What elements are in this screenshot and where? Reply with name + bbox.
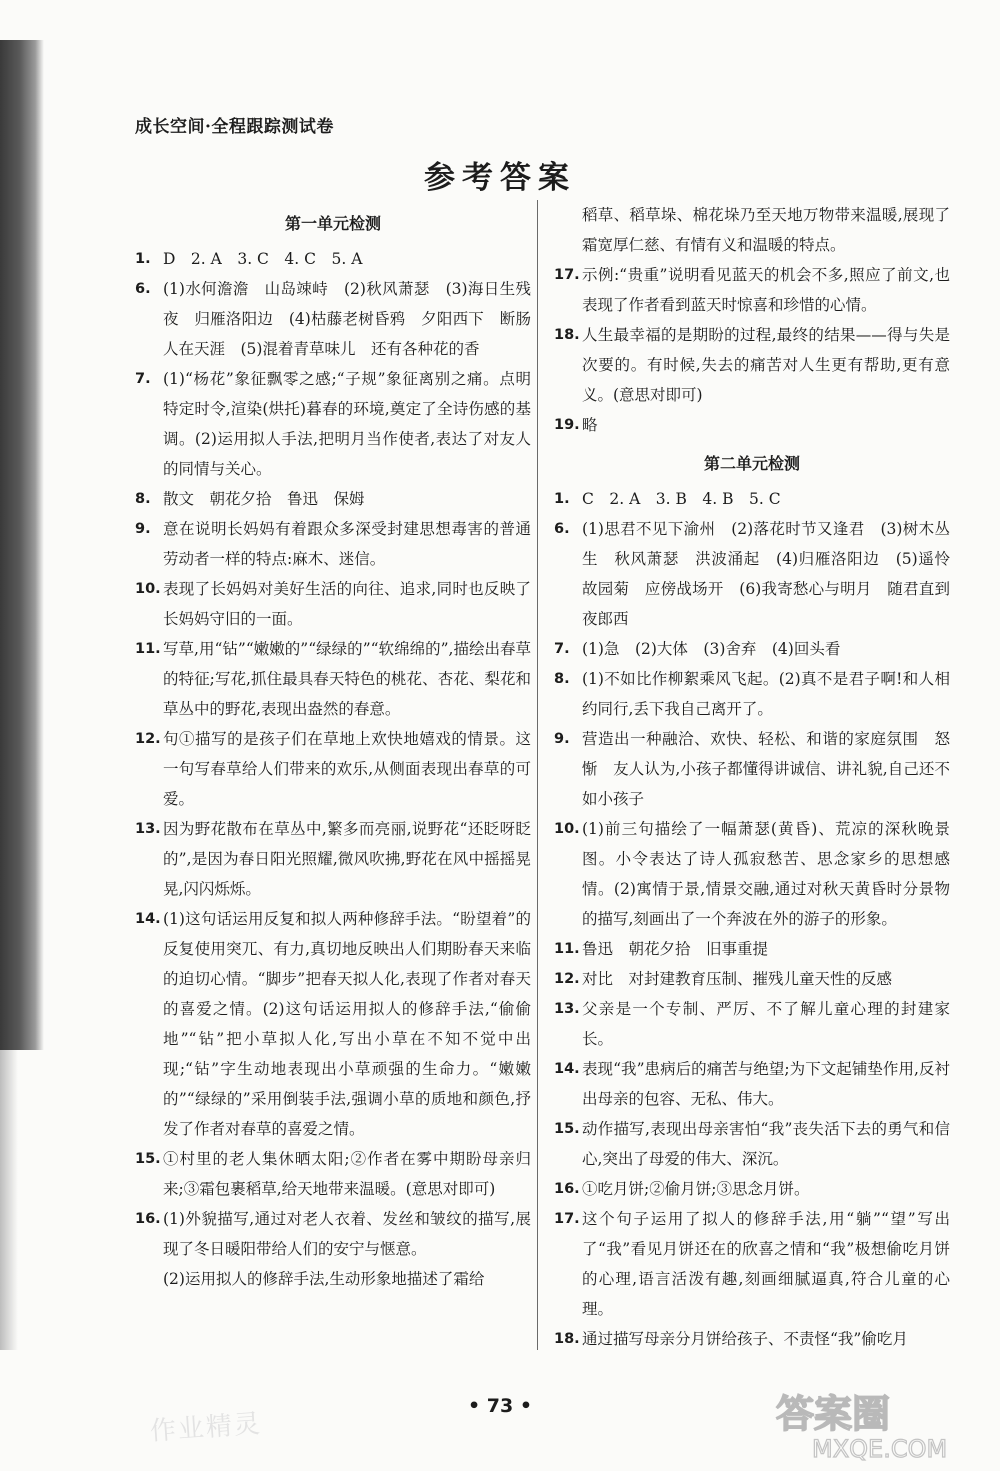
column-divider [537, 200, 538, 1350]
answer-text: (1)这句话运用反复和拟人两种修辞手法。“盼望着”的反复使用突兀、有力,真切地反映出人们期盼春天来临的迫切心情。“脚步”把春天拟人化,表现了作者对春天的喜爱之情。(2)这句话运用拟人的修辞手法,“偷偷地”“钻”把小草拟人化,写出小草在不知不觉中出现;“钻”字生动地表现出小草顽强的生命力。“嫩嫩的”“绿绿的”采用倒装手法,强调小草的质地和颜色,抒发了作者对春草的喜爱之情。 [163, 910, 531, 1138]
answer-number: 11. [135, 641, 161, 657]
svg-text:作业精灵: 作业精灵 [149, 1409, 263, 1447]
answer-item [554, 320, 950, 410]
svg-text:MXQE.COM: MXQE.COM [812, 1435, 948, 1463]
answer-item [554, 1054, 950, 1114]
answer-number: 1. [554, 491, 570, 507]
section-title-unit-1: 第一单元检测 [284, 214, 381, 233]
answer-list-unit-1-cont [554, 260, 950, 440]
answer-item [135, 574, 531, 634]
answer-number: 14. [554, 1061, 580, 1077]
answer-number: 7. [554, 641, 570, 657]
answer-item [554, 634, 950, 664]
answer-item [135, 364, 531, 484]
right-column [554, 200, 950, 1354]
answer-number: 9. [135, 521, 151, 537]
answer-number: 11. [554, 941, 580, 957]
answer-text: (1)前三句描绘了一幅萧瑟(黄昏)、荒凉的深秋晚景图。小令表达了诗人孤寂愁苦、思念家乡的思想感情。(2)寓情于景,情景交融,通过对秋天黄昏时分景物的描写,刻画出了一个奔波在外的游子的形象。 [582, 820, 950, 928]
answer-item [554, 994, 950, 1054]
answer-text: 意在说明长妈妈有着跟众多深受封建思想毒害的普通劳动者一样的特点:麻木、迷信。 [163, 520, 531, 568]
answer-text: 表现“我”患病后的痛苦与绝望;为下文起铺垫作用,反衬出母亲的包容、无私、伟大。 [582, 1060, 950, 1108]
answer-number: 14. [135, 911, 161, 927]
answer-number: 6. [554, 521, 570, 537]
answer-text: (1)思君不见下渝州 (2)落花时节又逢君 (3)树木丛生 秋风萧瑟 洪波涌起 (4)归雁洛阳边 (5)遥怜故园菊 应傍战场开 (6)我寄愁心与明月 随君直到夜郎西 [582, 520, 950, 628]
answer-text: (1)急 (2)大体 (3)舍弃 (4)回头看 [582, 640, 841, 658]
answer-item [135, 484, 531, 514]
answer-number: 10. [554, 821, 580, 837]
answer-text: ①吃月饼;②偷月饼;③思念月饼。 [582, 1180, 810, 1198]
answer-item [135, 634, 531, 724]
answer-number: 15. [135, 1151, 161, 1167]
answer-list-unit-2 [554, 484, 950, 1354]
answer-item [554, 1204, 950, 1324]
answer-item [554, 514, 950, 634]
answer-text: 示例:“贵重”说明看见蓝天的机会不多,照应了前文,也表现了作者看到蓝天时惊喜和珍惜的心情。 [582, 266, 950, 314]
answer-carryover: 稻草、稻草垛、棉花垛乃至天地万物带来温暖,展现了霜宽厚仁慈、有情有义和温暖的特点。 [582, 206, 950, 254]
page-number: • 73 • [468, 1395, 532, 1417]
answer-number: 1. [135, 251, 151, 267]
answer-text: D 2. A 3. C 4. C 5. A [163, 250, 363, 268]
answer-number: 15. [554, 1121, 580, 1137]
answer-number: 6. [135, 281, 151, 297]
left-column [135, 200, 531, 1294]
stamp-mark [149, 1400, 292, 1457]
stamp-graphic [149, 1400, 291, 1450]
answer-number: 10. [135, 581, 161, 597]
answer-text: 散文 朝花夕拾 鲁迅 保姆 [163, 490, 365, 508]
answer-item [554, 964, 950, 994]
answer-item [135, 904, 531, 1144]
answer-item [554, 664, 950, 724]
answer-number: 12. [554, 971, 580, 987]
scan-edge-shadow-lower [0, 1050, 18, 1350]
answer-number: 13. [135, 821, 161, 837]
answer-item [554, 934, 950, 964]
answer-continuation: (2)运用拟人的修辞手法,生动形象地描述了霜给 [163, 1270, 485, 1288]
answer-text: 动作描写,表现出母亲害怕“我”丧失活下去的勇气和信心,突出了母爱的伟大、深沉。 [582, 1120, 950, 1168]
answer-item [135, 274, 531, 364]
answer-text: 父亲是一个专制、严厉、不了解儿童心理的封建家长。 [582, 1000, 950, 1048]
answer-text: 句①描写的是孩子们在草地上欢快地嬉戏的情景。这一句写春草给人们带来的欢乐,从侧面表现出春草的可爱。 [163, 730, 531, 808]
answer-item [135, 514, 531, 574]
answer-number: 18. [554, 1331, 580, 1347]
answer-text: 人生最幸福的是期盼的过程,最终的结果——得与失是次要的。有时候,失去的痛苦对人生更有帮助,更有意义。(意思对即可) [582, 326, 950, 404]
answer-text: (1)“杨花”象征飘零之感;“子规”象征离别之痛。点明特定时令,渲染(烘托)暮春的环境,奠定了全诗伤感的基调。(2)运用拟人手法,把明月当作使者,表达了对友人的同情与关心。 [163, 370, 531, 478]
answer-item [554, 1114, 950, 1174]
book-series-header: 成长空间·全程跟踪测试卷 [135, 117, 334, 137]
answer-text: 营造出一种融洽、欢快、轻松、和谐的家庭氛围 怒惭 友人认为,小孩子都懂得讲诚信、讲礼貌,自己还不如小孩子 [582, 730, 950, 808]
answer-number: 7. [135, 371, 151, 387]
answer-text: 略 [582, 416, 598, 434]
answer-text: (1)水何澹澹 山岛竦峙 (2)秋风萧瑟 (3)海日生残夜 归雁洛阳边 (4)枯藤老树昏鸦 夕阳西下 断肠人在天涯 (5)混着青草味儿 还有各种花的香 [163, 280, 531, 358]
answer-number: 16. [135, 1211, 161, 1227]
answer-number: 18. [554, 327, 580, 343]
answer-text: 表现了长妈妈对美好生活的向往、追求,同时也反映了长妈妈守旧的一面。 [163, 580, 531, 628]
answer-item [135, 724, 531, 814]
answer-item [554, 410, 950, 440]
answer-item [135, 814, 531, 904]
answer-text: 通过描写母亲分月饼给孩子、不责怪“我”偷吃月 [582, 1330, 908, 1348]
answer-number: 17. [554, 1211, 580, 1227]
answer-number: 8. [135, 491, 151, 507]
answer-number: 8. [554, 671, 570, 687]
answer-text: 因为野花散布在草丛中,繁多而亮丽,说野花“还眨呀眨的”,是因为春日阳光照耀,微风吹拂,野花在风中摇摇晃晃,闪闪烁烁。 [163, 820, 531, 898]
answer-text: (1)不如比作柳絮乘风飞起。(2)真不是君子啊!和人相约同行,丢下我自己离开了。 [582, 670, 950, 718]
answer-text: C 2. A 3. B 4. B 5. C [582, 490, 781, 508]
answer-item [554, 814, 950, 934]
watermark-logo [772, 1375, 982, 1465]
answer-item [554, 484, 950, 514]
answer-item [554, 724, 950, 814]
answer-item [554, 1324, 950, 1354]
page-title: 参考答案 [424, 160, 576, 196]
answer-number: 9. [554, 731, 570, 747]
answer-item [135, 1204, 531, 1264]
svg-text:答案圈: 答案圈 [776, 1392, 891, 1436]
answer-list-unit-1 [135, 244, 531, 1264]
answer-number: 13. [554, 1001, 580, 1017]
watermark-graphic [772, 1375, 982, 1465]
answer-text: 写草,用“钻”“嫩嫩的”“绿绿的”“软绵绵的”,描绘出春草的特征;写花,抓住最具春天特色的桃花、杏花、梨花和草丛中的野花,表现出盎然的春意。 [163, 640, 531, 718]
section-title-unit-2: 第二单元检测 [703, 454, 800, 473]
answer-number: 16. [554, 1181, 580, 1197]
answer-item [554, 1174, 950, 1204]
answer-item [135, 244, 531, 274]
answer-text: (1)外貌描写,通过对老人衣着、发丝和皱纹的描写,展现了冬日暖阳带给人们的安宁与惬意。 [163, 1210, 531, 1258]
answer-number: 12. [135, 731, 161, 747]
answer-number: 17. [554, 267, 580, 283]
answer-text: 鲁迅 朝花夕拾 旧事重提 [582, 940, 769, 958]
answer-text: 这个句子运用了拟人的修辞手法,用“躺”“望”写出了“我”看见月饼还在的欣喜之情和“我”极想偷吃月饼的心理,语言活泼有趣,刻画细腻逼真,符合儿童的心理。 [582, 1210, 950, 1318]
answer-number: 19. [554, 417, 580, 433]
answer-item [554, 260, 950, 320]
answer-text: ①村里的老人集休晒太阳;②作者在雾中期盼母亲归来;③霜包裹稻草,给天地带来温暖。(意思对即可) [163, 1150, 531, 1198]
answer-item [135, 1144, 531, 1204]
answer-text: 对比 对封建教育压制、摧残儿童天性的反感 [582, 970, 893, 988]
